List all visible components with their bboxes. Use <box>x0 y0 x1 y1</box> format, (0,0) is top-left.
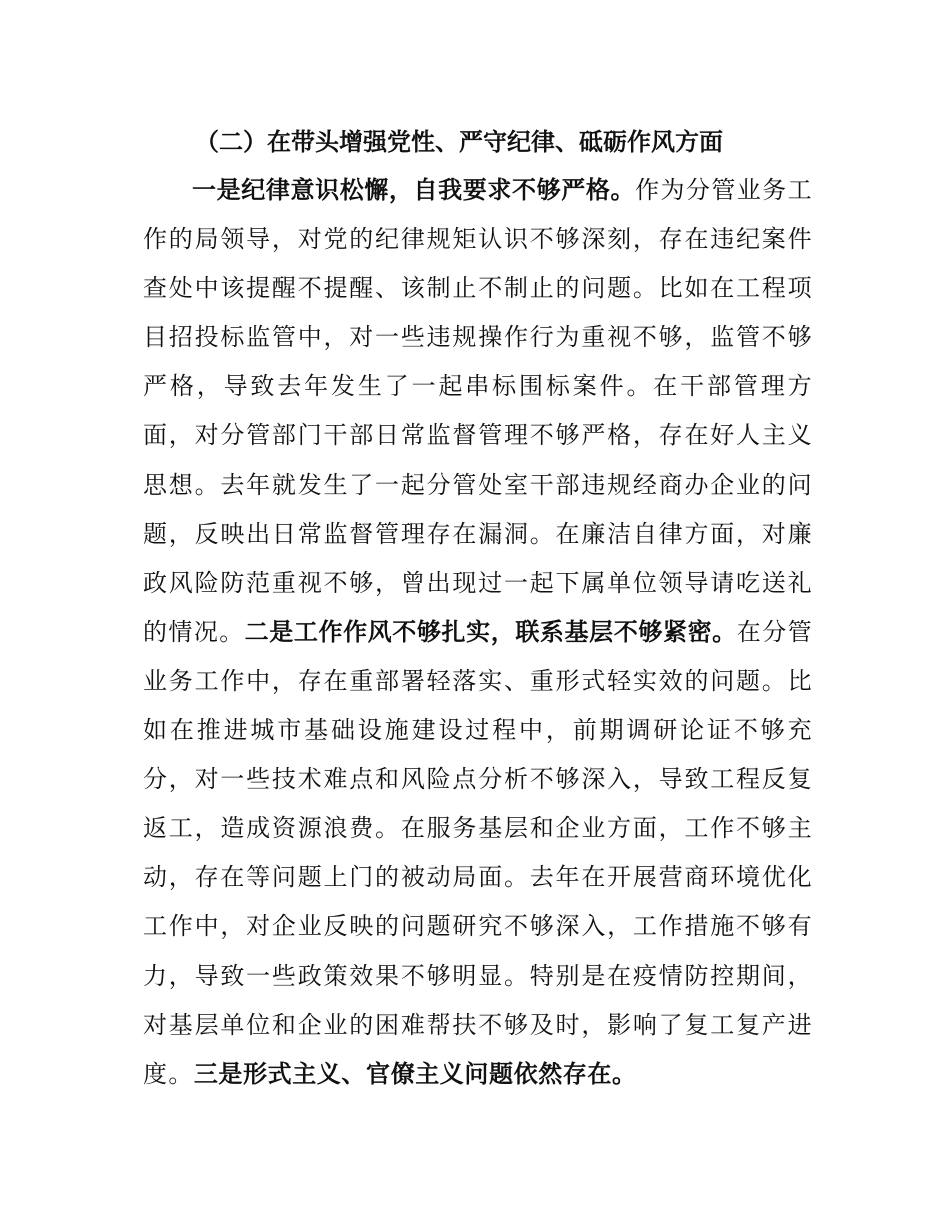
key-point-3: 三是形式主义、官僚主义问题依然存在。 <box>193 1059 637 1088</box>
key-point-2: 二是工作作风不够扎实，联系基层不够紧密。 <box>244 617 737 646</box>
section-heading: （二）在带头增强党性、严守纪律、砥砺作风方面 <box>195 128 723 156</box>
key-point-1: 一是纪律意识松懈，自我要求不够严格。 <box>192 176 636 204</box>
body-paragraph <box>143 166 813 1099</box>
paragraph-text-1: 作为分管业务工作的局领导，对党的纪律规矩认识不够深刻，存在违纪案件查处中该提醒不提醒、该制止不制止的问题。比如在工程项目招投标监管中，对一些违规操作行为重视不够，监管不够严格，导致去年发生了一起串标围标案件。在干部管理方面，对分管部门干部日常监督管理不够严格，存在好人主义思想。去年就发生了一起分管处室干部违规经商办企业的问题，反映出日常监督管理存在漏洞。在廉洁自律方面，对廉政风险防范重视不够，曾出现过一起下属单位领导请吃送礼的情况。 <box>143 176 813 646</box>
paragraph-text-2: 在分管业务工作中，存在重部署轻落实、重形式轻实效的问题。比如在推进城市基础设施建设过程中，前期调研论证不够充分，对一些技术难点和风险点分析不够深入，导致工程反复返工，造成资源浪费。在服务基层和企业方面，工作不够主动，存在等问题上门的被动局面。去年在开展营商环境优化工作中，对企业反映的问题研究不够深入，工作措施不够有力，导致一些政策效果不够明显。特别是在疫情防控期间，对基层单位和企业的困难帮扶不够及时，影响了复工复产进度。 <box>143 617 814 1088</box>
